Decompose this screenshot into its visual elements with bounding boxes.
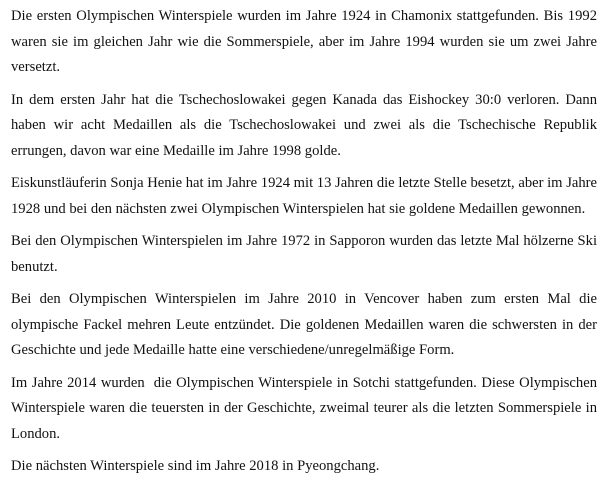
paragraph-sonja-henie: Eiskunstläuferin Sonja Henie hat im Jahre 1924 mit 13 Jahren die letzte Stelle besetzt, aber im Jahre 1928 und bei den nächsten zwei Olympischen Winterspielen hat sie goldene Medaillen gewonnen. xyxy=(11,175,601,217)
paragraph-eishockey: In dem ersten Jahr hat die Tschechoslowakei gegen Kanada das Eishockey 30:0 verloren. Dann haben wir acht Medaillen als die Tschechoslowakei und zwei als die Tschechische Republik errungen, davon war eine Medaille im Jahre 1998 golde. xyxy=(11,91,601,159)
paragraph-pyeongchang: Die nächsten Winterspiele sind im Jahre 2018 in Pyeongchang. xyxy=(11,458,380,474)
paragraph-sapporo: Bei den Olympischen Winterspielen im Jahre 1972 in Sapporon wurden das letzte Mal hölzerne Ski benutzt. xyxy=(11,233,601,275)
paragraph-chamonix: Die ersten Olympischen Winterspiele wurden im Jahre 1924 in Chamonix stattgefunden. Bis 1992 waren sie im gleichen Jahr wie die Sommerspiele, aber im Jahre 1994 wurden sie um zwei Jahre versetzt. xyxy=(11,8,601,75)
paragraph-vancouver: Bei den Olympischen Winterspielen im Jahre 2010 in Vencover haben zum ersten Mal die olympische Fackel mehren Leute entzündet. Die goldenen Medaillen waren die schwersten in der Geschichte und jede Medaille hatte eine verschiedene/unregelmäßige Form. xyxy=(11,291,601,358)
document-body xyxy=(11,4,601,487)
paragraph-sotchi: Im Jahre 2014 wurden die Olympischen Winterspiele in Sotchi stattgefunden. Diese Olympischen Winterspiele waren die teuersten in der Geschichte, zweimal teurer als die letzten Sommerspiele in London. xyxy=(11,374,601,442)
